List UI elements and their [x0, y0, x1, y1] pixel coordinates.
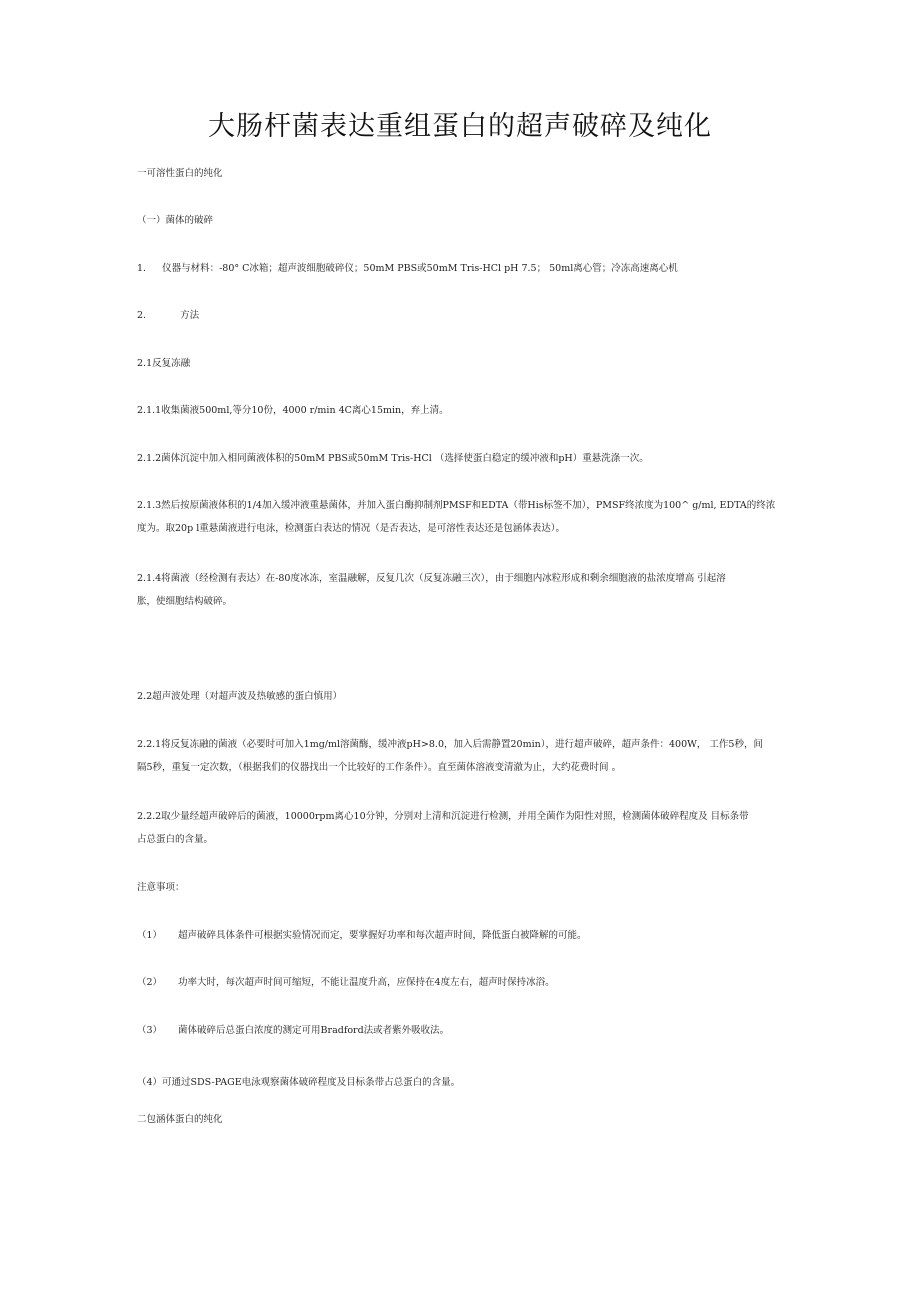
notes-heading: 注意事项： — [137, 882, 185, 893]
item-method — [137, 304, 787, 327]
paragraph-2-1-1: 2.1.1收集菌液500ml,等分10份，4000 r/min 4C离心15min，弃上清。 — [137, 405, 449, 416]
item-instruments — [137, 257, 787, 280]
paragraph-2-2-1 — [137, 733, 787, 779]
subsection-heading-cell-lysis: （一）菌体的破碎 — [137, 215, 214, 226]
note-text: 功率大时，每次超声时间可缩短，不能让温度升高，应保持在4度左右，超声时保持冰浴。 — [178, 977, 555, 988]
section-heading-soluble: 一可溶性蛋白的纯化 — [137, 168, 223, 179]
note-3 — [137, 1019, 787, 1042]
paragraph-2-2-2 — [137, 805, 787, 851]
heading-ultrasonic: 2.2超声波处理（对超声波及热敏感的蛋白慎用） — [137, 691, 343, 702]
paragraph-line: 占总蛋白的含量。 — [137, 834, 214, 845]
paragraph-line: 隔5秒，重复一定次数，（根据我们的仪器找出一个比较好的工作条件）。直至菌体溶液变清澈为止，大约花费时间 。 — [137, 762, 622, 773]
document-title: 大肠杆菌表达重组蛋白的超声破碎及纯化 — [208, 111, 712, 142]
note-text: 菌体破碎后总蛋白浓度的测定可用Bradford法或者紫外吸收法。 — [178, 1025, 450, 1036]
paragraph-line: 2.2.1将反复冻融的菌液（必要时可加入1mg/ml溶菌酶，缓冲液pH>8.0，加入后需静置20min），进行超声破碎，超声条件：400W， 工作5秒，间 — [137, 739, 763, 750]
note-2 — [137, 971, 787, 994]
item-number: 1. — [137, 263, 147, 274]
note-text: 超声破碎具体条件可根据实验情况而定，要掌握好功率和每次超声时间，降低蛋白被降解的可能。 — [178, 930, 587, 941]
paragraph-line: 度为。取20p l重悬菌液进行电泳，检测蛋白表达的情况（是否表达，是可溶性表达还是包涵体表达）。 — [137, 523, 565, 534]
paragraph-line: 2.2.2取少量经超声破碎后的菌液，10000rpm离心10分钟，分别对上清和沉淀进行检测，并用全菌作为阳性对照，检测菌体破碎程度及 目标条带 — [137, 811, 749, 822]
note-number: （3） — [137, 1025, 163, 1036]
note-4: （4）可通过SDS-PAGE电泳观察菌体破碎程度及目标条带占总蛋白的含量。 — [137, 1077, 461, 1088]
paragraph-2-1-3 — [137, 494, 787, 540]
paragraph-line: 2.1.4将菌液（经检测有表达）在-80度冰冻，室温融解，反复几次（反复冻融三次），由于细胞内冰粒形成和剩余细胞液的盐浓度增高 引起溶 — [137, 573, 726, 584]
item-number: 2. — [137, 310, 147, 321]
paragraph-line: 2.1.3然后按原菌液体积的1/4加入缓冲液重悬菌体，并加入蛋白酶抑制剂PMSF和EDTA（带His标签不加），PMSF终浓度为100^ g/ml, EDTA的终浓 — [137, 500, 776, 511]
note-number: （2） — [137, 977, 163, 988]
note-1 — [137, 924, 787, 947]
section-heading-inclusion-body: 二包涵体蛋白的纯化 — [137, 1114, 223, 1125]
heading-freeze-thaw: 2.1反复冻融 — [137, 358, 191, 369]
paragraph-line: 胀，使细胞结构破碎。 — [137, 596, 233, 607]
paragraph-2-1-2: 2.1.2菌体沉淀中加入相同菌液体积的50mM PBS或50mM Tris-HCl （选择使蛋白稳定的缓冲液和pH）重悬洗涤一次。 — [137, 453, 649, 464]
item-text: 仪器与材料：-80° C冰箱；超声波细胞破碎仪；50mM PBS或50mM Tris-HCl pH 7.5； 50ml离心管；冷冻高速离心机 — [162, 263, 678, 274]
note-number: （1） — [137, 930, 163, 941]
paragraph-2-1-4 — [137, 567, 787, 613]
item-text: 方法 — [180, 310, 200, 321]
